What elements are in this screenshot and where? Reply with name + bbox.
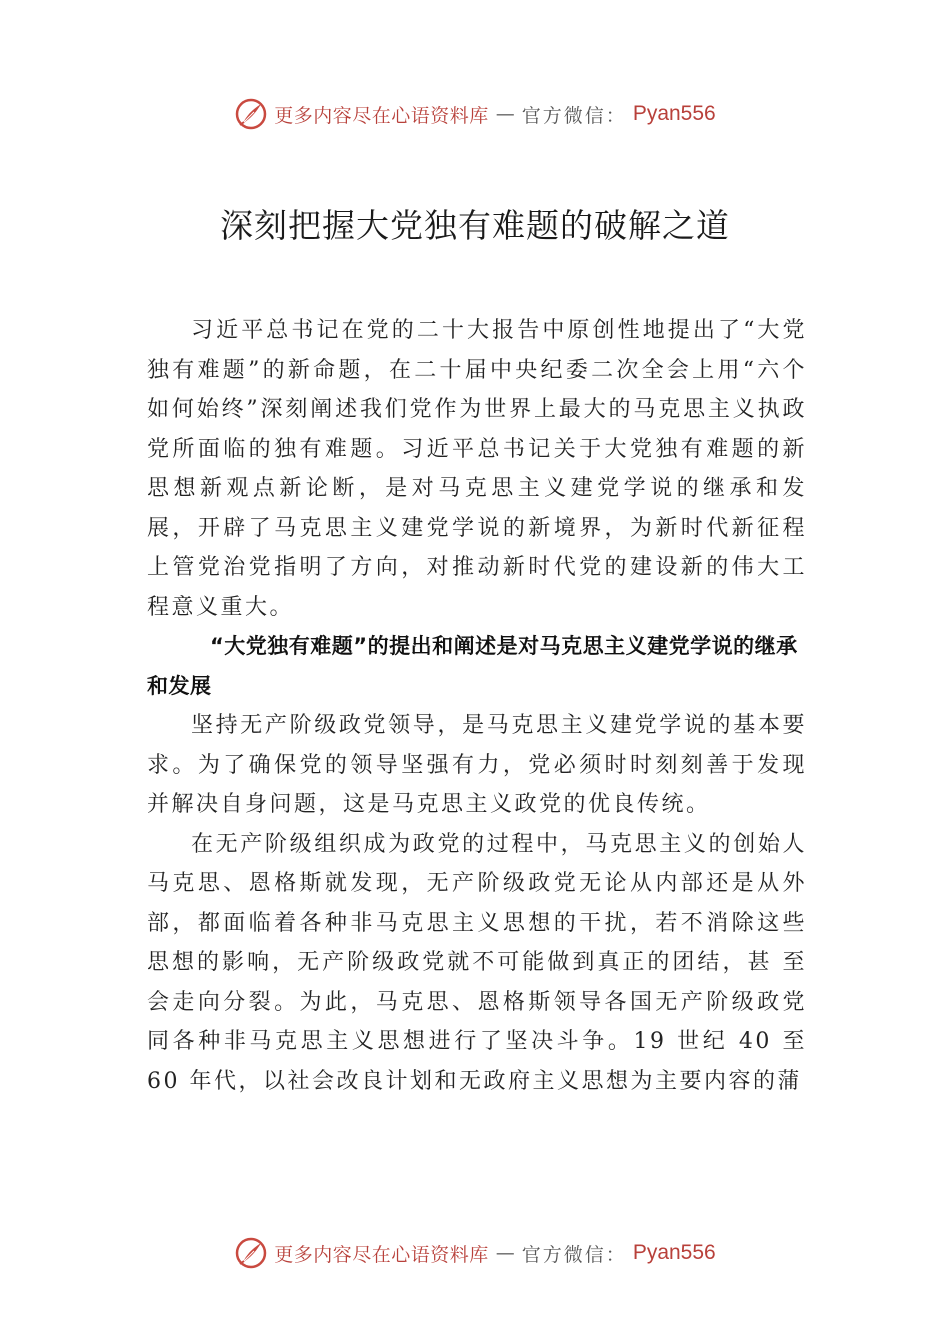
watermark-brand-text: 更多内容尽在心语资料库 xyxy=(274,1243,489,1266)
intro-paragraph: 习近平总书记在党的二十大报告中原创性地提出了“大党独有难题”的新命题，在二十届中央纪委二次全会上用“六个如何始终”深刻阐述我们党作为世界上最大的马克思主义执政党所面临的独有难题。习近平总书记关于大党独有难题的新思想新观点新论断，是对马克思主义建党学说的继承和发展，开辟了马克思主义建党学说的新境界，为新时代新征程上管党治党指明了方向，对推动新时代党的建设新的伟大工程意义重大。 xyxy=(147,318,807,620)
feather-pen-logo-icon xyxy=(234,97,268,131)
watermark-wechat-id: Pyan556 xyxy=(632,1241,716,1264)
document-body xyxy=(147,311,807,1101)
body-paragraph: 在无产阶级组织成为政党的过程中，马克思主义的创始人马克思、恩格斯就发现，无产阶级政党无论从内部还是从外部，都面临着各种非马克思主义思想的干扰，若不消除这些思想的影响，无产阶级政党就不可能做到真正的团结，甚 至会走向分裂。为此，马克思、恩格斯领导各国无产阶级政党同各种非马克思主义思想进行了坚决斗争。19 世纪 40 至 60 年代，以社会改良计划和无政府主义思想为主要内容的蒲 xyxy=(147,831,807,1094)
watermark-wechat-id: Pyan556 xyxy=(632,102,716,125)
document-title: 深刻把握大党独有难题的破解之道 xyxy=(220,206,730,245)
watermark-wechat-label: 官方微信： xyxy=(521,104,627,127)
watermark-brand-text: 更多内容尽在心语资料库 xyxy=(274,104,489,127)
header-watermark xyxy=(0,94,950,134)
watermark-dash: — xyxy=(495,1242,515,1264)
watermark-wechat-label: 官方微信： xyxy=(521,1243,627,1266)
feather-pen-logo-icon xyxy=(234,1236,268,1270)
footer-watermark xyxy=(0,1233,950,1273)
section-heading: “大党独有难题”的提出和阐述是对马克思主义建党学说的继承和发展 xyxy=(147,634,798,698)
body-paragraph: 坚持无产阶级政党领导，是马克思主义建党学说的基本要求。为了确保党的领导坚强有力，党必须时时刻刻善于发现并解决自身问题，这是马克思主义政党的优良传统。 xyxy=(147,713,807,817)
watermark-dash: — xyxy=(495,103,515,125)
